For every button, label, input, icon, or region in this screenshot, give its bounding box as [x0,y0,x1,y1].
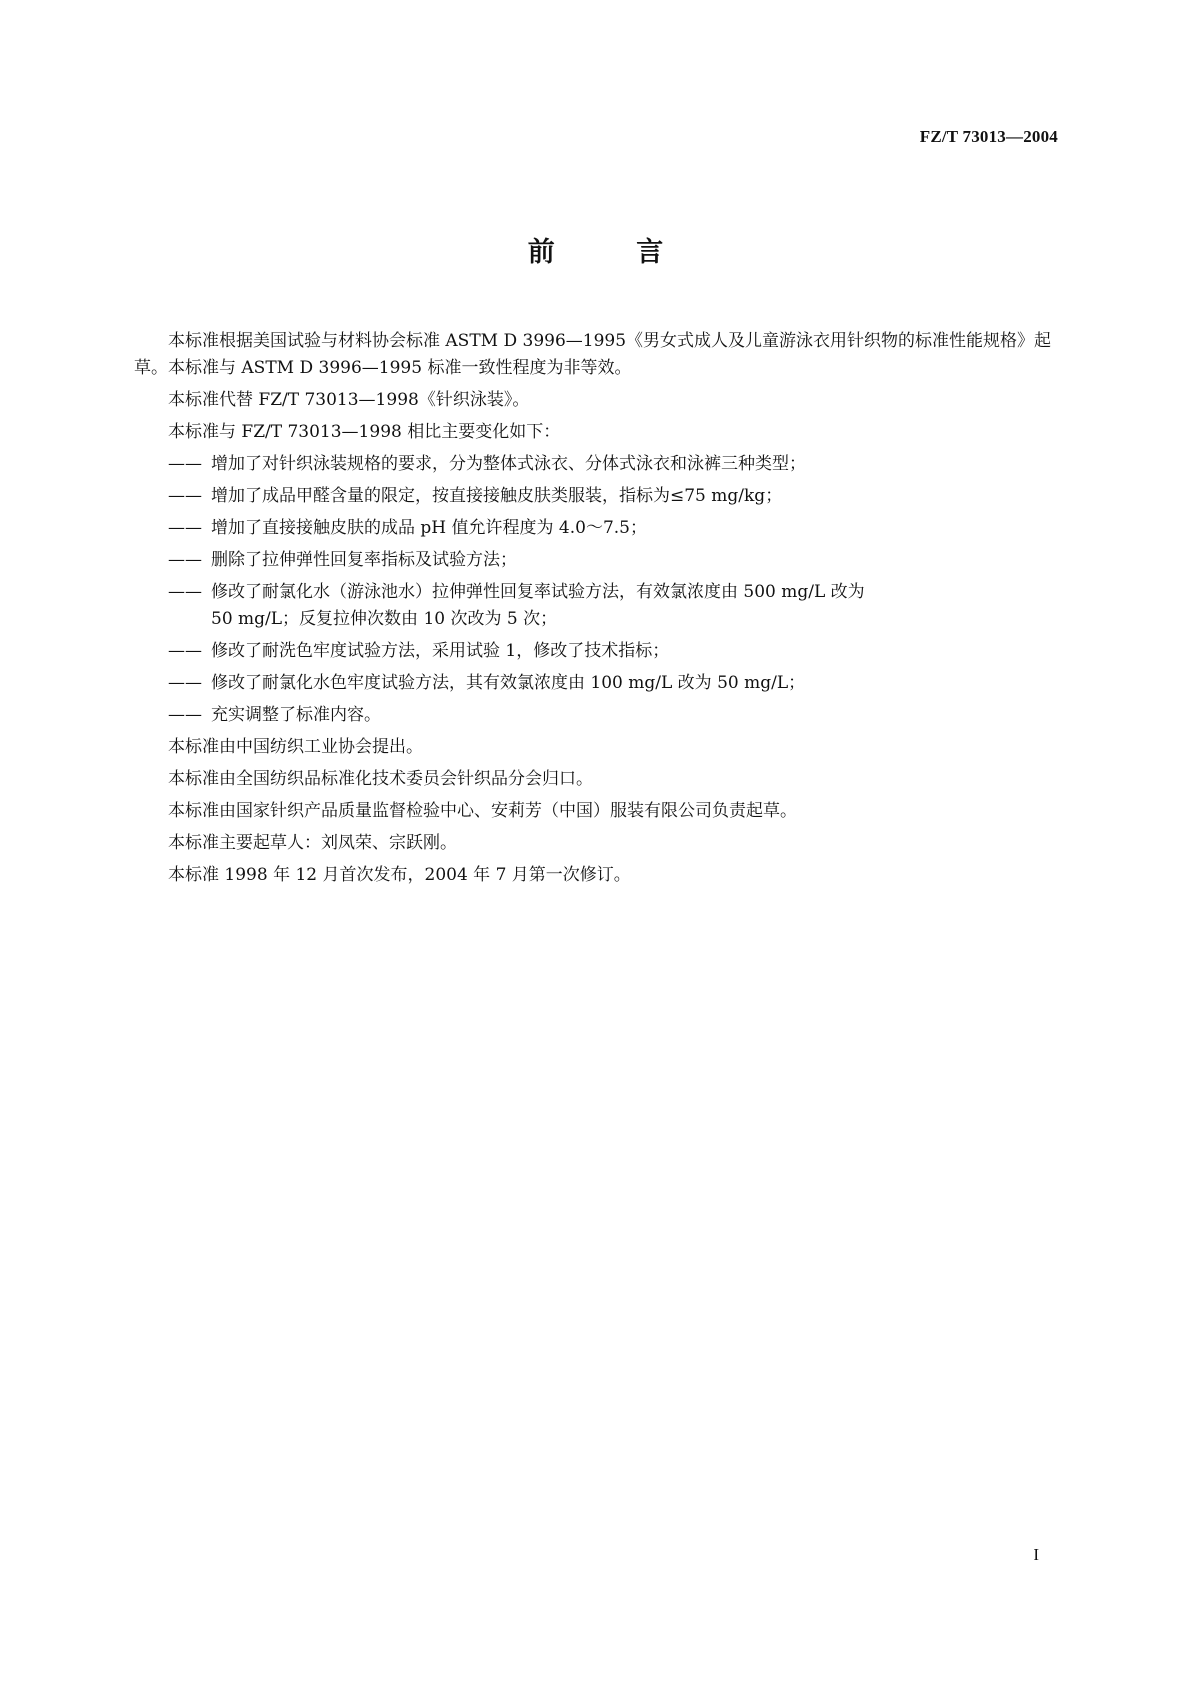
list-dash: —— [168,673,202,693]
paragraph-basis: 本标准根据美国试验与材料协会标准 ASTM D 3996—1995《男女式成人及儿童游泳衣用针织物的标准性能规格》起草。本标准与 ASTM D 3996—1995 标准一致性程度为非等效。 [134,331,1052,378]
list-item [168,483,1060,510]
standard-code: FZ/T 73013—2004 [919,127,1058,146]
list-item-text: 增加了成品甲醛含量的限定，按直接接触皮肤类服装，指标为≤75 mg/kg； [211,486,783,506]
list-item [168,515,1060,542]
list-dash: —— [168,705,202,725]
list-item-text: 增加了直接接触皮肤的成品 pH 值允许程度为 4.0～7.5； [211,518,647,538]
list-dash: —— [168,518,202,538]
list-dash: —— [168,486,202,506]
list-item-text: 充实调整了标准内容。 [211,705,381,725]
list-item [168,451,1060,478]
foreword-body [134,328,1060,889]
paragraph-drafted-by: 本标准由国家针织产品质量监督检验中心、安莉芳（中国）服装有限公司负责起草。 [168,801,797,821]
list-item [168,579,1060,633]
list-item [168,547,1060,574]
list-item-text: 修改了耐氯化水（游泳池水）拉伸弹性回复率试验方法，有效氯浓度由 500 mg/L 改为 [211,582,865,602]
paragraph-proposed-by: 本标准由中国纺织工业协会提出。 [168,737,423,757]
paragraph-changes-intro: 本标准与 FZ/T 73013—1998 相比主要变化如下： [168,422,561,442]
list-dash: —— [168,550,202,570]
paragraph-replaces: 本标准代替 FZ/T 73013—1998《针织泳装》。 [168,390,530,410]
list-item [168,702,1060,729]
list-dash: —— [168,454,202,474]
changes-list [134,451,1060,729]
paragraph-drafters: 本标准主要起草人：刘凤荣、宗跃刚。 [168,833,457,853]
list-dash: —— [168,582,202,602]
list-item [168,638,1060,665]
page-title: 前 言 [527,237,700,268]
list-item-continuation: 50 mg/L；反复拉伸次数由 10 次改为 5 次； [211,609,558,629]
list-item-text: 增加了对针织泳装规格的要求，分为整体式泳衣、分体式泳衣和泳裤三种类型； [211,454,806,474]
list-item-text: 删除了拉伸弹性回复率指标及试验方法； [211,550,517,570]
paragraph-centralized-by: 本标准由全国纺织品标准化技术委员会针织品分会归口。 [168,769,593,789]
page-number: I [1033,1545,1039,1564]
paragraph-history: 本标准 1998 年 12 月首次发布，2004 年 7 月第一次修订。 [168,865,631,885]
list-dash: —— [168,641,202,661]
list-item-text: 修改了耐洗色牢度试验方法，采用试验 1，修改了技术指标； [211,641,670,661]
list-item [168,670,1060,697]
list-item-text: 修改了耐氯化水色牢度试验方法，其有效氯浓度由 100 mg/L 改为 50 mg/L； [211,673,806,693]
